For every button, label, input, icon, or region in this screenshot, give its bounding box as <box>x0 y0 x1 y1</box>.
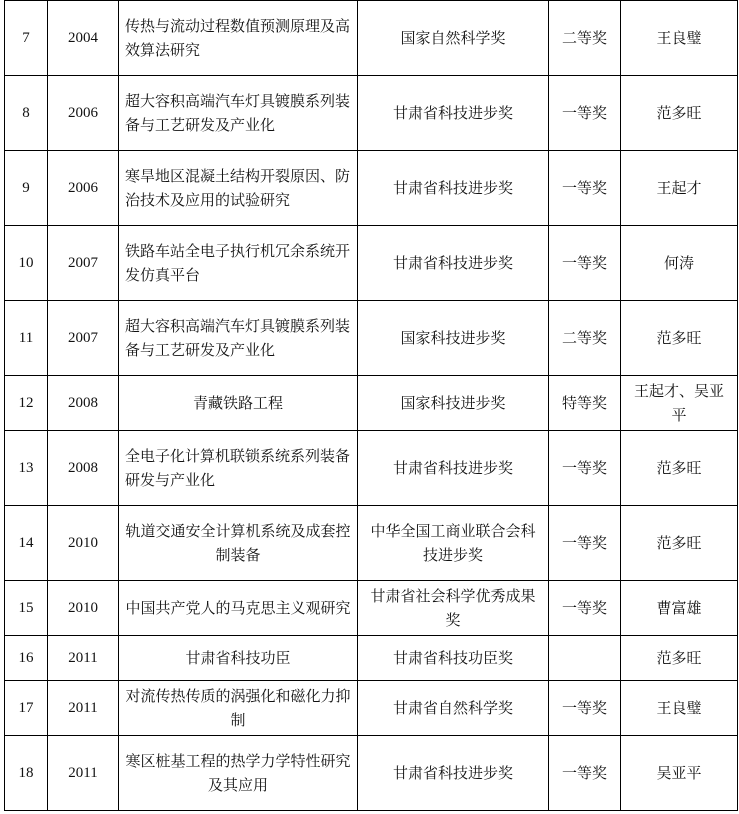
award-name: 甘肃省科技进步奖 <box>358 736 549 811</box>
award-name: 甘肃省自然科学奖 <box>358 681 549 736</box>
award-level: 二等奖 <box>549 301 621 376</box>
award-winner: 王起才、吴亚平 <box>621 376 738 431</box>
row-year: 2007 <box>48 301 119 376</box>
award-level: 一等奖 <box>549 681 621 736</box>
table-row <box>5 226 738 301</box>
table-row <box>5 736 738 811</box>
row-year: 2006 <box>48 76 119 151</box>
award-level <box>549 636 621 681</box>
table-row <box>5 1 738 76</box>
row-year: 2010 <box>48 506 119 581</box>
project-title: 超大容积高端汽车灯具镀膜系列装备与工艺研发及产业化 <box>119 76 358 151</box>
award-name: 国家科技进步奖 <box>358 376 549 431</box>
table-row <box>5 376 738 431</box>
project-title: 全电子化计算机联锁系统系列装备研发与产业化 <box>119 431 358 506</box>
award-name: 甘肃省科技进步奖 <box>358 226 549 301</box>
row-number: 18 <box>5 736 48 811</box>
award-level: 一等奖 <box>549 76 621 151</box>
row-year: 2011 <box>48 681 119 736</box>
row-number: 14 <box>5 506 48 581</box>
row-year: 2011 <box>48 736 119 811</box>
award-name: 甘肃省科技功臣奖 <box>358 636 549 681</box>
row-number: 7 <box>5 1 48 76</box>
award-winner: 王起才 <box>621 151 738 226</box>
award-winner: 范多旺 <box>621 301 738 376</box>
award-winner: 王良璧 <box>621 1 738 76</box>
project-title: 传热与流动过程数值预测原理及高效算法研究 <box>119 1 358 76</box>
project-title: 甘肃省科技功臣 <box>119 636 358 681</box>
award-name: 中华全国工商业联合会科技进步奖 <box>358 506 549 581</box>
award-name: 甘肃省科技进步奖 <box>358 151 549 226</box>
row-year: 2008 <box>48 376 119 431</box>
project-title: 铁路车站全电子执行机冗余系统开发仿真平台 <box>119 226 358 301</box>
row-number: 10 <box>5 226 48 301</box>
award-level: 一等奖 <box>549 736 621 811</box>
award-name: 甘肃省科技进步奖 <box>358 76 549 151</box>
award-level: 特等奖 <box>549 376 621 431</box>
row-number: 9 <box>5 151 48 226</box>
award-level: 一等奖 <box>549 581 621 636</box>
award-level: 二等奖 <box>549 1 621 76</box>
row-number: 8 <box>5 76 48 151</box>
row-number: 11 <box>5 301 48 376</box>
award-winner: 王良璧 <box>621 681 738 736</box>
award-winner: 范多旺 <box>621 506 738 581</box>
row-number: 16 <box>5 636 48 681</box>
project-title: 对流传热传质的涡强化和磁化力抑制 <box>119 681 358 736</box>
project-title: 寒区桩基工程的热学力学特性研究及其应用 <box>119 736 358 811</box>
award-level: 一等奖 <box>549 226 621 301</box>
award-winner: 何涛 <box>621 226 738 301</box>
project-title: 超大容积高端汽车灯具镀膜系列装备与工艺研发及产业化 <box>119 301 358 376</box>
row-year: 2010 <box>48 581 119 636</box>
award-level: 一等奖 <box>549 151 621 226</box>
award-winner: 吴亚平 <box>621 736 738 811</box>
table-row <box>5 581 738 636</box>
row-year: 2008 <box>48 431 119 506</box>
award-name: 国家科技进步奖 <box>358 301 549 376</box>
award-winner: 范多旺 <box>621 636 738 681</box>
table-row <box>5 151 738 226</box>
row-year: 2007 <box>48 226 119 301</box>
row-number: 12 <box>5 376 48 431</box>
award-name: 甘肃省社会科学优秀成果奖 <box>358 581 549 636</box>
table-row <box>5 681 738 736</box>
award-level: 一等奖 <box>549 431 621 506</box>
row-year: 2006 <box>48 151 119 226</box>
award-name: 甘肃省科技进步奖 <box>358 431 549 506</box>
row-number: 15 <box>5 581 48 636</box>
project-title: 中国共产党人的马克思主义观研究 <box>119 581 358 636</box>
table-row <box>5 636 738 681</box>
row-number: 17 <box>5 681 48 736</box>
award-winner: 曹富雄 <box>621 581 738 636</box>
row-year: 2004 <box>48 1 119 76</box>
table-row <box>5 506 738 581</box>
table-row <box>5 76 738 151</box>
award-name: 国家自然科学奖 <box>358 1 549 76</box>
award-level: 一等奖 <box>549 506 621 581</box>
awards-table <box>4 0 738 811</box>
award-winner: 范多旺 <box>621 76 738 151</box>
project-title: 寒旱地区混凝土结构开裂原因、防治技术及应用的试验研究 <box>119 151 358 226</box>
project-title: 青藏铁路工程 <box>119 376 358 431</box>
awards-table-body <box>5 1 738 811</box>
table-row <box>5 431 738 506</box>
award-winner: 范多旺 <box>621 431 738 506</box>
row-year: 2011 <box>48 636 119 681</box>
table-row <box>5 301 738 376</box>
project-title: 轨道交通安全计算机系统及成套控制装备 <box>119 506 358 581</box>
row-number: 13 <box>5 431 48 506</box>
